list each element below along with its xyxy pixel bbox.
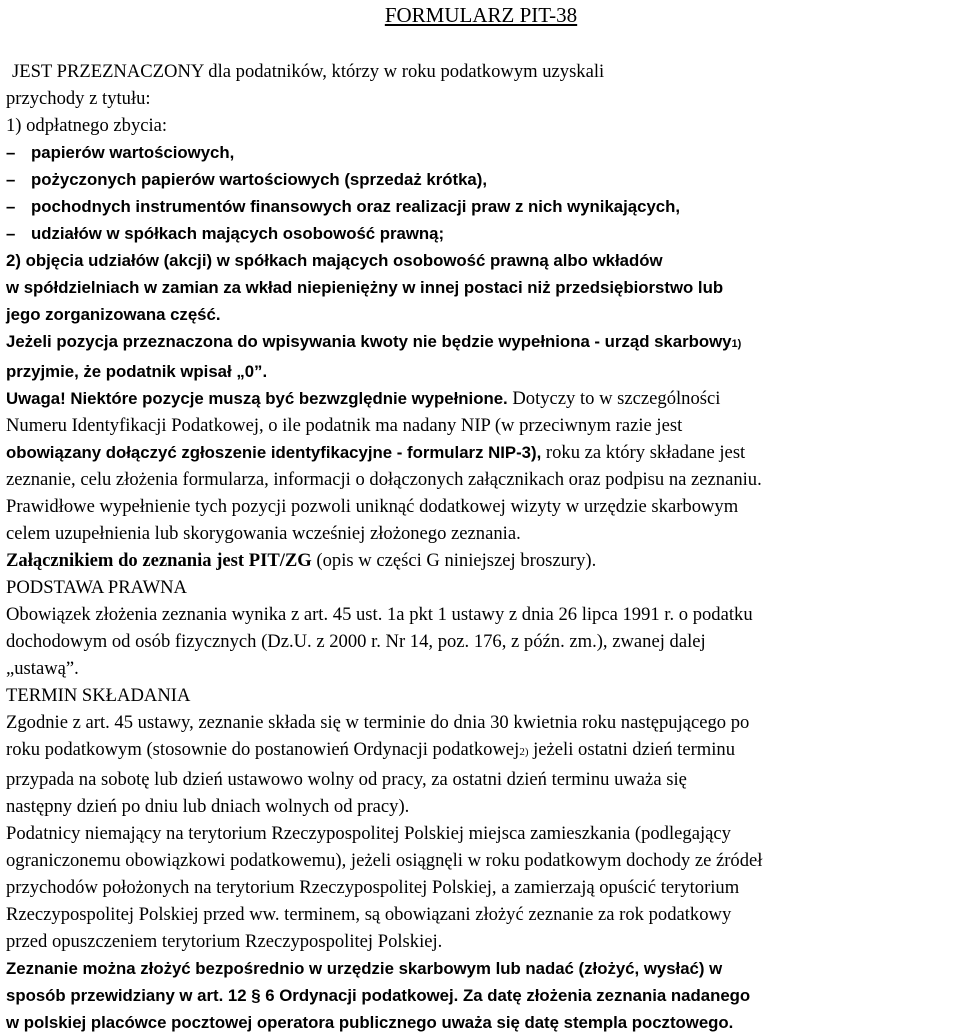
notice-line-2: przyjmie, że podatnik wpisał „0”. — [6, 362, 268, 381]
intro-line-2: przychody z tytułu: — [6, 88, 151, 109]
notice-line-4: Numeru Identyfikacji Podatkowej, o ile podatnik ma nadany NIP (w przeciwnym razie jest — [6, 415, 683, 436]
submission-line: w polskiej placówce pocztowej operatora publicznego uważa się datę stempla pocztowego. — [6, 1013, 734, 1032]
submission-line: sposób przewidziany w art. 12 § 6 Ordynacji podatkowej. Za datę złożenia zeznania nadanego — [6, 986, 751, 1005]
legal-line: „ustawą”. — [6, 658, 79, 679]
legal-heading: PODSTAWA PRAWNA — [6, 577, 187, 598]
deadline-heading: TERMIN SKŁADANIA — [6, 685, 191, 706]
intro-item-2-line: w spółdzielniach w zamian za wkład niepieniężny w innej postaci niż przedsiębiorstwo lub — [6, 278, 724, 297]
nonresident-line: przychodów położonych na terytorium Rzeczypospolitej Polskiej, a zamierzają opuścić terytorium — [6, 877, 740, 898]
list-item: – pochodnych instrumentów finansowych oraz realizacji praw z nich wynikających, — [6, 193, 956, 220]
notice-line-8: celem uzupełnienia lub skorygowania wcześniej złożonego zeznania. — [6, 523, 521, 544]
notice-line-7: Prawidłowe wypełnienie tych pozycji pozwoli uniknąć dodatkowej wizyty w urzędzie skarbowym — [6, 496, 739, 517]
dash-icon: – — [6, 224, 16, 243]
nonresident-line: Podatnicy niemający na terytorium Rzeczypospolitej Polskiej miejsca zamieszkania (podlegający — [6, 823, 731, 844]
submission-line: Zeznanie można złożyć bezpośrednio w urzędzie skarbowym lub nadać (złożyć, wysłać) w — [6, 959, 723, 978]
deadline-line-2: roku podatkowym (stosownie do postanowień Ordynacji podatkowej2) jeżeli ostatni dzień terminu — [6, 739, 736, 760]
footnote-marker: 1) — [731, 338, 742, 350]
intro-line-1: JEST PRZEZNACZONY dla podatników, którzy w roku podatkowym uzyskali — [12, 61, 605, 82]
notice-line-1: Jeżeli pozycja przeznaczona do wpisywania kwoty nie będzie wypełniona - urząd skarbowy1) — [6, 332, 742, 351]
legal-line: dochodowym od osób fizycznych (Dz.U. z 2000 r. Nr 14, poz. 176, z późn. zm.), zwanej dalej — [6, 631, 706, 652]
notice-line-3: Uwaga! Niektóre pozycje muszą być bezwzględnie wypełnione. Dotyczy to w szczególności — [6, 388, 721, 409]
nonresident-line: ograniczonemu obowiązkowi podatkowemu), jeżeli osiągnęli w roku podatkowym dochody ze źródeł — [6, 850, 763, 871]
footnote-marker: 2) — [519, 746, 529, 758]
list-item: – pożyczonych papierów wartościowych (sprzedaż krótka), — [6, 166, 956, 193]
dash-icon: – — [6, 197, 16, 216]
notice-line-6: zeznanie, celu złożenia formularza, informacji o dołączonych załącznikach oraz podpisu na zeznaniu. — [6, 469, 762, 490]
dash-icon: – — [6, 170, 16, 189]
dash-icon: – — [6, 143, 16, 162]
intro-item-2-line: 2) objęcia udziałów (akcji) w spółkach mających osobowość prawną albo wkładów — [6, 251, 663, 270]
nonresident-line: Rzeczypospolitej Polskiej przed ww. terminem, są obowiązani złożyć zeznanie za rok podatkowy — [6, 904, 732, 925]
list-item: – udziałów w spółkach mających osobowość prawną; — [6, 220, 956, 247]
nonresident-line: przed opuszczeniem terytorium Rzeczypospolitej Polskiej. — [6, 931, 443, 952]
intro-item-2-line: jego zorganizowana część. — [6, 305, 221, 324]
intro-item-1: 1) odpłatnego zbycia: — [6, 115, 168, 136]
list-item: – papierów wartościowych, — [6, 139, 956, 166]
deadline-line-4: następny dzień po dniu lub dniach wolnych od pracy). — [6, 796, 410, 817]
notice-line-5: obowiązany dołączyć zgłoszenie identyfikacyjne - formularz NIP-3), roku za który składane jest — [6, 442, 746, 463]
form-title: FORMULARZ PIT-38 — [384, 3, 578, 27]
document-page — [6, 0, 956, 1036]
legal-line: Obowiązek złożenia zeznania wynika z art. 45 ust. 1a pkt 1 ustawy z dnia 26 lipca 1991 r. o podatku — [6, 604, 753, 625]
deadline-line-1: Zgodnie z art. 45 ustawy, zeznanie składa się w terminie do dnia 30 kwietnia roku następującego po — [6, 712, 750, 733]
deadline-line-3: przypada na sobotę lub dzień ustawowo wolny od pracy, za ostatni dzień terminu uważa się — [6, 769, 687, 790]
attachment-line: Załącznikiem do zeznania jest PIT/ZG (opis w części G niniejszej broszury). — [6, 550, 597, 571]
